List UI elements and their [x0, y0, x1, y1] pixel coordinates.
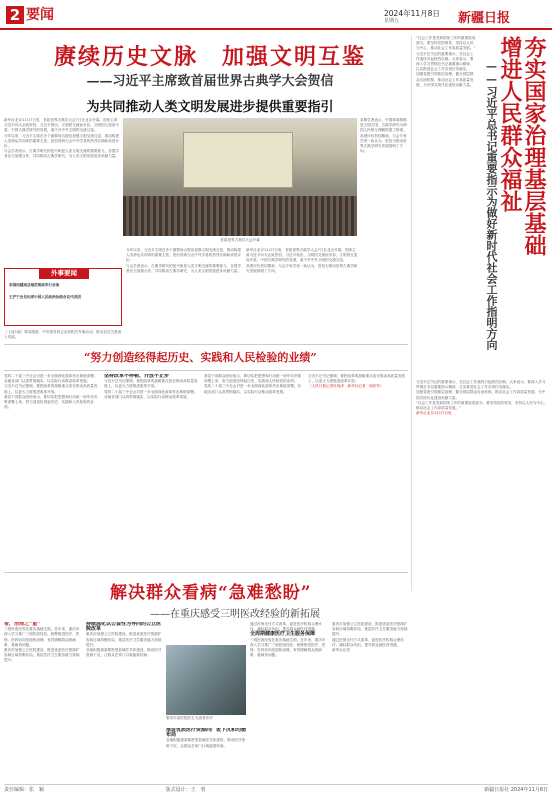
right-column-2: [416, 380, 548, 780]
right-paragraph: 加强党建引领基层治理，健全基层群众自治机制，推动社会工作高质量发展，为中国式现代化建设贡献力量。: [416, 390, 546, 400]
divider: [4, 572, 408, 573]
lead-paragraph: 高度评价贺信精神，与会专家学者一致认为，贺信为推动世界古典学研究发展指明了方向。: [246, 263, 358, 273]
bottom-paragraph: 重庆市加强公立医院建设，推进优质医疗资源扩容和区域均衡布局，基层医疗卫生服务能力持续提升。: [86, 632, 162, 647]
mid-column-1: [4, 374, 100, 569]
bottom-byline: 新华社记者: [332, 648, 350, 653]
mid-column-2: [104, 374, 200, 569]
lead-headline: 赓续历史文脉 加强文明互鉴: [53, 44, 366, 70]
issue-weekday: 星期五: [384, 18, 400, 24]
lead-paragraph: 今年以来，习近平主席在多个重要场合提出加强文明交流互鉴、推动构建人类命运共同体的重要主张。贺信得到与会中外学者的热烈反响和高度评价。: [4, 133, 119, 149]
stage-backdrop: [183, 132, 293, 188]
newspaper-name: 新疆日报: [458, 11, 511, 26]
lead-paragraph: 今年以来，习近平主席在多个重要场合提出加强文明交流互鉴、推动构建人类命运共同体的重要主张。贺信得到与会中外学者的热烈反响和高度评价。: [126, 248, 241, 263]
lead-paragraph: 新华社北京11月7日电 首届世界古典学大会7日在北京开幕。国家主席习近平向大会致贺信。习近平指出，文明因交流而多彩，文明因互鉴而丰富。中国古典学研究的发展，离不开中外文明的交流互鉴。: [4, 118, 119, 133]
lead-column-3: [246, 248, 358, 340]
lead-paragraph: 希腊学者表示，中国和希腊都是文明古国，古典学研究为两国人民相互理解搭建了桥梁。: [360, 118, 407, 133]
issue-date: 2024年11月8日: [384, 9, 440, 18]
lead-subtitle: ——习近平主席致首届世界古典学大会贺信: [86, 74, 334, 89]
news-brief-box: [4, 268, 122, 326]
bottom-paragraph: 各地积极探索紧密型县域医共体建设，推动医疗资源下沉，让群众在家门口就能看好病。: [166, 738, 246, 748]
right-headline: 夯实国家治理基层基础 增进人民群众福祉: [497, 36, 547, 278]
right-paragraph: “社会工作是党和国家工作的重要组成部分。要坚持党的领导，坚持以人民为中心，推动社会工作高质量发展。”: [416, 400, 548, 411]
mid-paragraph: 党的二十届三中全会对进一步全面深化改革作出系统部署。各地各部门认真贯彻落实，以实际行动推动改革发展。: [104, 389, 198, 399]
brief-item: 李强同越南总理范明政举行会谈: [9, 283, 60, 287]
audience: [123, 196, 357, 236]
photo-caption: 首届世界古典学大会开幕: [220, 238, 260, 242]
mid-subhead: 坚持改革不停顿、开放不止步: [104, 374, 170, 379]
right-paragraph: 习近平总书记的重要指示，在社会工作战线引起热烈反响。大家表示，要深入学习贯彻总书记重要指示精神，扎实推进社会工作各项任务落实。: [416, 51, 474, 72]
brief-item: 王沪宁会见出席中国人民政治协商会议代表团: [9, 295, 81, 299]
bottom-paragraph: 三明医改经验在重庆落地生根。近年来，重庆市深入学习推广三明医改经验，统筹推进医疗、医保、医药协同发展和治理，有效缓解群众看病难、看病贵问题。: [4, 627, 80, 647]
bottom-subhead: 推进优质医疗资源向广袤下沉和均衡布局: [166, 728, 246, 739]
right-paragraph: “社会工作是党和国家工作的重要组成部分。要坚持党的领导，坚持以人民为中心，推动社会工作高质量发展。”: [416, 36, 476, 51]
footer-editor: 责任编辑：张 颖: [4, 787, 45, 793]
lead-column-right: [360, 118, 408, 338]
mid-paragraph: 习近平总书记强调，要把改革的战略重点放在推动高质量发展上，以更大力度推进改革开放。: [4, 384, 98, 394]
lead-column-2: [126, 248, 242, 340]
column-divider: [411, 36, 412, 591]
mid-byline: （人民日报记者杜尚泽 新华社记者 杨依军）: [308, 384, 384, 389]
lead-paragraph: 与会学者表示，古典学研究的复兴彰显人类文明交流的重要意义。各国学者应当加强合作，共同推动古典学研究，为人类文明发展进步贡献力量。: [126, 263, 241, 273]
quote-headline: “努力创造经得起历史、实践和人民检验的业绩”: [84, 351, 317, 364]
bottom-photo-caption: 重庆市某医院医生为患者诊疗: [166, 716, 213, 720]
bottom-paragraph: 通过医保支付方式改革，促进医疗机构合理诊疗，减轻群众负担，提升群众就医获得感。: [250, 622, 322, 632]
mid-paragraph: 习近平总书记强调，要把改革的战略重点放在推动高质量发展上，以更大力度推进改革开放。: [104, 379, 198, 389]
bottom-subtitle: ——在重庆感受三明医改经验的新拓展: [150, 609, 320, 620]
page-footer: [4, 786, 548, 793]
bottom-column-1: [4, 622, 82, 782]
footer-publisher: 新疆日报社 2024年11月8日: [484, 787, 548, 793]
news-brief-title: 外事要闻: [39, 268, 89, 279]
hospital-photo: [166, 645, 246, 715]
bottom-paragraph: 通过医保支付方式改革，促进医疗机构合理诊疗，减轻群众负担，提升群众就医获得感。: [332, 637, 404, 647]
bottom-column-4: [250, 622, 328, 782]
lead-column-1: [4, 118, 120, 263]
section-name: 要闻: [26, 7, 54, 23]
bottom-paragraph: 三明医改经验在重庆落地生根。近年来，重庆市深入学习推广三明医改经验，统筹推进医疗、医保、医药协同发展和治理，有效缓解群众看病难、看病贵问题。: [250, 637, 326, 658]
footer-rule: [4, 784, 548, 785]
mid-paragraph: 党的二十届三中全会对进一步全面深化改革作出系统部署。各地各部门认真贯彻落实，以实际行动推动改革发展。: [204, 384, 302, 394]
lead-paragraph: 与会学者表示，古典学研究的复兴彰显人类文明交流的重要意义。各国学者应当加强合作，共同推动古典学研究，为人类文明发展进步贡献力量。: [4, 149, 119, 159]
bottom-subhead: 全周期健康医疗卫生服务保障: [250, 631, 316, 638]
right-column-1: [416, 36, 476, 376]
bottom-subhead: 持续深化以公益性为导向的公立医院改革: [86, 622, 162, 633]
mid-paragraph: 党的二十届三中全会对进一步全面深化改革作出系统部署。各地各部门认真贯彻落实，以实际行动推动改革发展。: [4, 374, 98, 384]
divider: [4, 344, 408, 345]
lead-deck: 为共同推动人类文明发展进步提供重要指引: [86, 100, 334, 115]
bottom-paragraph: 各地积极探索紧密型县域医共体建设，推动医疗资源下沉，让群众在家门口就能看好病。: [86, 648, 162, 658]
footer-designer: 版式设计：王 蓉: [165, 787, 206, 793]
right-subtitle: ——习近平总书记重要指示为做好新时代社会工作指明方向: [485, 60, 498, 350]
bottom-column-5: [332, 622, 408, 782]
right-paragraph: 习近平总书记的重要指示，在社会工作战线引起热烈反响。大家表示，要深入学习贯彻总书记重要指示精神，扎实推进社会工作各项任务落实。: [416, 380, 546, 390]
mid-column-3: [204, 374, 304, 569]
bottom-paragraph: 重庆市加强公立医院建设，推进优质医疗资源扩容和区域均衡布局，基层医疗卫生服务能力持续提升。: [4, 648, 80, 663]
conference-photo: [123, 118, 357, 236]
mid-paragraph: 习近平总书记强调，要把改革的战略重点放在推动高质量发展上，以更大力度推进改革开放。: [308, 374, 406, 384]
right-paragraph: 加强党建引领基层治理，健全基层群众自治机制，推动社会工作高质量发展，为中国式现代化建设贡献力量。: [416, 72, 474, 87]
right-byline: 新华社北京11月7日电: [416, 411, 452, 416]
lead-paragraph: 高度评价贺信精神，与会专家学者一致认为，贺信为推动世界古典学研究发展指明了方向。: [360, 133, 407, 154]
bottom-column-3a: [166, 728, 246, 782]
header-rule: [0, 28, 552, 30]
mid-paragraph: 基层干部群众纷纷表示，要切实把思想和行动统一到中央决策部署上来，努力创造经得起历史、实践和人民检验的业绩。: [4, 394, 98, 410]
bottom-subhead: 看，治理之“重”: [4, 622, 41, 627]
bottom-paragraph: 重庆市加强公立医院建设，推进优质医疗资源扩容和区域均衡布局，基层医疗卫生服务能力持续提升。: [332, 622, 408, 637]
mid-column-4: [308, 374, 408, 569]
bottom-column-2: [86, 622, 164, 782]
page-number: 2: [6, 6, 24, 24]
divider: [4, 370, 408, 371]
brief-text: （上接1版）要闻报道：中央领导同志出席相关外事活动，推动双边关系深入发展。: [4, 330, 122, 340]
mid-paragraph: 基层干部群众纷纷表示，要切实把思想和行动统一到中央决策部署上来，努力创造经得起历史、实践和人民检验的业绩。: [204, 374, 302, 384]
bottom-headline: 解决群众看病“急难愁盼”: [110, 583, 312, 603]
lead-paragraph: 新华社北京11月7日电 首届世界古典学大会7日在北京开幕。国家主席习近平向大会致贺信。习近平指出，文明因交流而多彩，文明因互鉴而丰富。中国古典学研究的发展，离不开中外文明的交流互鉴。: [246, 248, 358, 263]
